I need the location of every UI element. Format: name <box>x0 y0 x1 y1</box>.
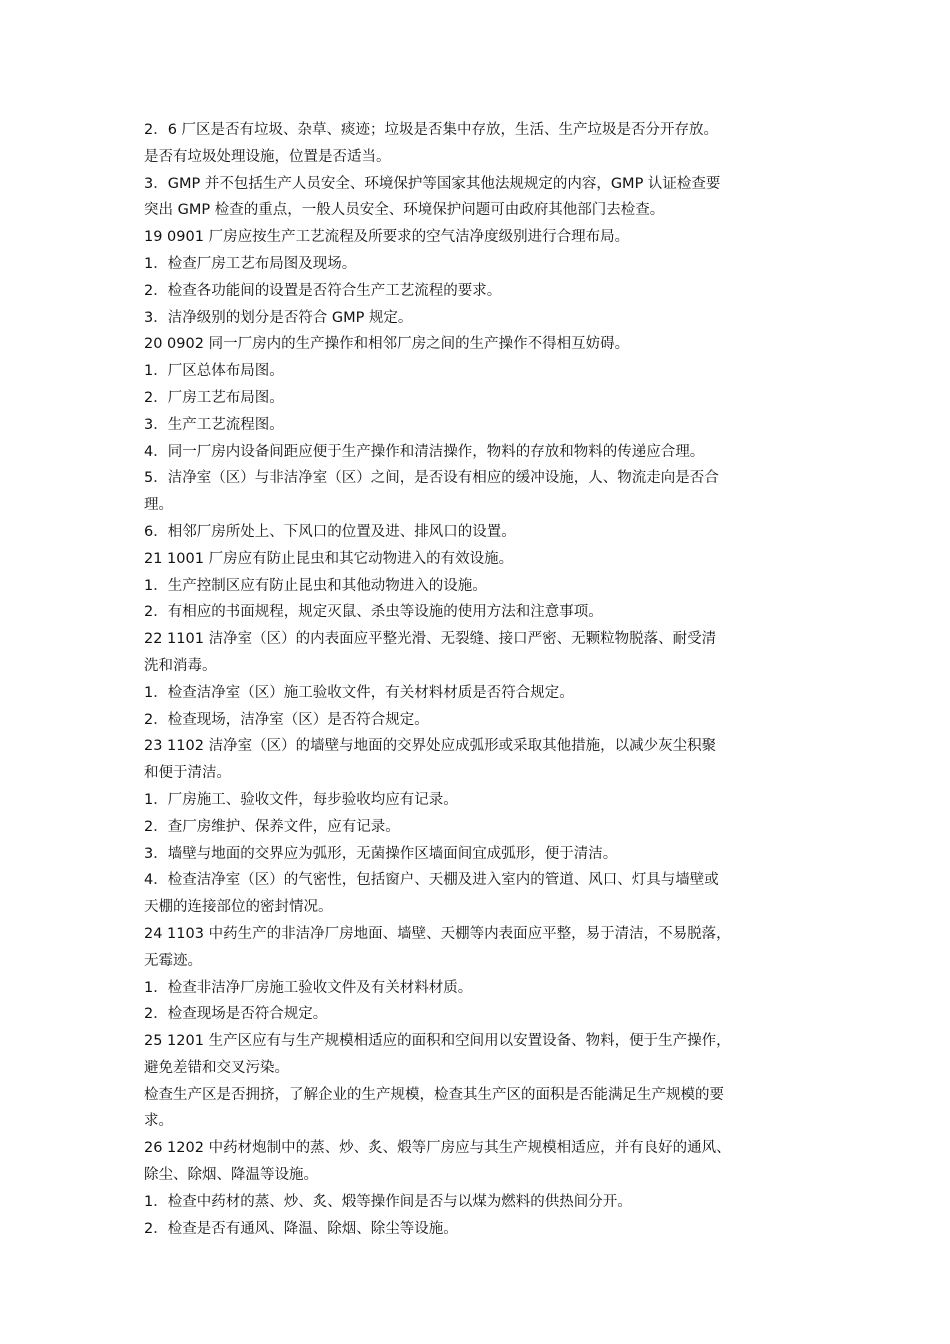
text-line: 求。 <box>144 1113 173 1130</box>
text-line: 2．检查现场，洁净室（区）是否符合规定。 <box>144 711 429 728</box>
text-line: 1．厂房施工、验收文件，每步验收均应有记录。 <box>144 791 458 808</box>
text-line: 20 0902 同一厂房内的生产操作和相邻厂房之间的生产操作不得相互妨碍。 <box>144 336 630 353</box>
text-line: 1．检查洁净室（区）施工验收文件，有关材料材质是否符合规定。 <box>144 684 574 701</box>
text-line: 1．检查中药材的蒸、炒、炙、煅等操作间是否与以煤为燃料的供热间分开。 <box>144 1193 632 1210</box>
text-line: 避免差错和交叉污染。 <box>144 1059 289 1076</box>
text-line: 23 1102 洁净室（区）的墙壁与地面的交界处应成弧形或采取其他措施，以减少灰尘积聚 <box>144 738 717 755</box>
text-line: 1．生产控制区应有防止昆虫和其他动物进入的设施。 <box>144 577 487 594</box>
text-line: 天棚的连接部位的密封情况。 <box>144 899 333 916</box>
text-line: 19 0901 厂房应按生产工艺流程及所要求的空气洁净度级别进行合理布局。 <box>144 229 630 246</box>
text-line: 3．GMP 并不包括生产人员安全、环境保护等国家其他法规规定的内容，GMP 认证检查要 <box>144 175 721 192</box>
text-line: 2．有相应的书面规程，规定灭鼠、杀虫等设施的使用方法和注意事项。 <box>144 604 603 621</box>
text-line: 2．检查现场是否符合规定。 <box>144 1006 328 1023</box>
text-line: 21 1001 厂房应有防止昆虫和其它动物进入的有效设施。 <box>144 550 514 567</box>
document-body <box>144 117 810 1242</box>
text-line: 1．检查非洁净厂房施工验收文件及有关材料材质。 <box>144 979 473 996</box>
text-line: 25 1201 生产区应有与生产规模相适应的面积和空间用以安置设备、物料，便于生产操作， <box>144 1033 731 1050</box>
text-line: 3．洁净级别的划分是否符合 GMP 规定。 <box>144 309 413 326</box>
text-line: 6．相邻厂房所处上、下风口的位置及进、排风口的设置。 <box>144 523 516 540</box>
text-line: 2．厂房工艺布局图。 <box>144 389 284 406</box>
text-line: 1．厂区总体布局图。 <box>144 363 284 380</box>
text-line: 无霉迹。 <box>144 952 202 969</box>
text-line: 2．检查各功能间的设置是否符合生产工艺流程的要求。 <box>144 282 502 299</box>
text-line: 突出 GMP 检查的重点，一般人员安全、环境保护问题可由政府其他部门去检查。 <box>144 202 665 219</box>
text-line: 22 1101 洁净室（区）的内表面应平整光滑、无裂缝、接口严密、无颗粒物脱落、耐受清 <box>144 631 717 648</box>
text-line: 5．洁净室（区）与非洁净室（区）之间，是否设有相应的缓冲设施，人、物流走向是否合 <box>144 470 719 487</box>
text-line: 1．检查厂房工艺布局图及现场。 <box>144 255 357 272</box>
text-line: 洗和消毒。 <box>144 657 217 674</box>
text-line: 理。 <box>144 497 173 514</box>
text-line: 26 1202 中药材炮制中的蒸、炒、炙、煅等厂房应与其生产规模相适应，并有良好的通风、 <box>144 1140 731 1157</box>
text-line: 检查生产区是否拥挤，了解企业的生产规模，检查其生产区的面积是否能满足生产规模的要 <box>144 1086 724 1103</box>
text-line: 2．查厂房维护、保养文件，应有记录。 <box>144 818 400 835</box>
text-line: 4．检查洁净室（区）的气密性，包括窗户、天棚及进入室内的管道、风口、灯具与墙壁或 <box>144 872 719 889</box>
text-line: 除尘、除烟、降温等设施。 <box>144 1167 318 1184</box>
text-line: 4．同一厂房内设备间距应便于生产操作和清洁操作，物料的存放和物料的传递应合理。 <box>144 443 705 460</box>
text-line: 是否有垃圾处理设施，位置是否适当。 <box>144 148 391 165</box>
text-line: 和便于清洁。 <box>144 765 231 782</box>
text-line: 24 1103 中药生产的非洁净厂房地面、墙壁、天棚等内表面应平整，易于清洁，不易脱落， <box>144 925 731 942</box>
text-line: 2．6 厂区是否有垃圾、杂草、痰迹；垃圾是否集中存放，生活、生产垃圾是否分开存放。 <box>144 122 719 138</box>
text-line: 3．生产工艺流程图。 <box>144 416 284 433</box>
text-line: 2．检查是否有通风、降温、除烟、除尘等设施。 <box>144 1220 458 1237</box>
text-line: 3．墙壁与地面的交界应为弧形，无菌操作区墙面间宜成弧形，便于清洁。 <box>144 845 618 862</box>
